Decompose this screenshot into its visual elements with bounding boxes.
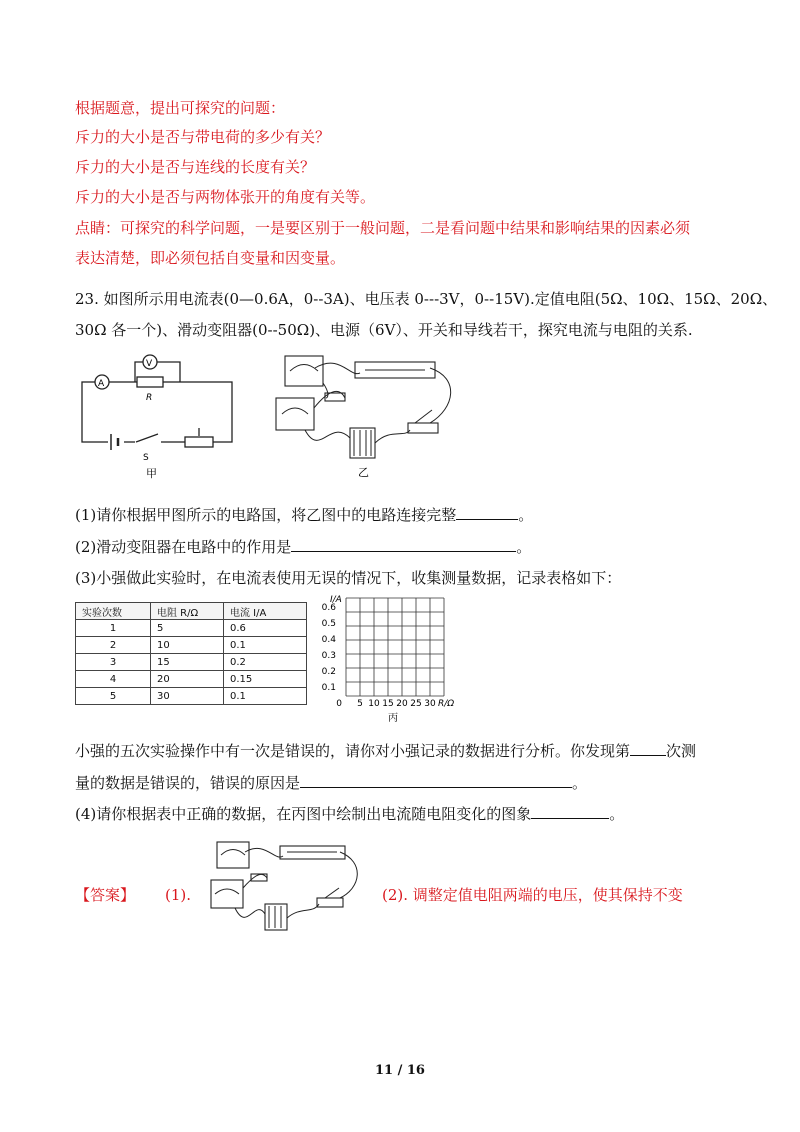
table-cell: 1 bbox=[76, 620, 151, 637]
table-cell: 0.1 bbox=[224, 688, 307, 705]
y-tick: 0.2 bbox=[322, 667, 336, 677]
answer-apparatus-sketch bbox=[205, 838, 365, 938]
table-cell: 30 bbox=[151, 688, 224, 705]
table-cell: 5 bbox=[151, 620, 224, 637]
sub-question-2 bbox=[75, 537, 531, 557]
table-row bbox=[76, 654, 307, 671]
sub-question-4-text: (4)请你根据表中正确的数据，在丙图中绘制出电流随电阻变化的图象 bbox=[75, 805, 532, 823]
table-cell: 0.6 bbox=[224, 620, 307, 637]
y-tick: 0.5 bbox=[322, 619, 336, 629]
sub-question-2-text: (2)滑动变阻器在电路中的作用是 bbox=[75, 538, 292, 556]
answer-part-1: (1). bbox=[165, 886, 192, 904]
origin-tick: 0 bbox=[336, 699, 342, 709]
table-cell: 0.15 bbox=[224, 671, 307, 688]
table-cell: 5 bbox=[76, 688, 151, 705]
figure-yi-caption: 乙 bbox=[358, 466, 369, 479]
table-cell: 3 bbox=[76, 654, 151, 671]
answer-blank-2[interactable] bbox=[291, 537, 516, 552]
data-table bbox=[75, 602, 307, 705]
intro-line-2: 斥力的大小是否与带电荷的多少有关？ bbox=[75, 128, 331, 146]
answer-part-2: (2). 调整定值电阻两端的电压，使其保持不变 bbox=[382, 886, 683, 904]
sub-question-1 bbox=[75, 505, 533, 525]
analysis-line-2-text: 量的数据是错误的，错误的原因是 bbox=[75, 774, 301, 792]
table-row bbox=[76, 620, 307, 637]
switch-label: S bbox=[143, 453, 149, 463]
answer-blank-5[interactable] bbox=[531, 804, 609, 819]
answer-tag: 【答案】 bbox=[75, 886, 136, 904]
y-tick: 0.6 bbox=[322, 603, 336, 613]
table-cell: 2 bbox=[76, 637, 151, 654]
intro-line-6: 表达清楚，即必须包括自变量和因变量。 bbox=[75, 249, 346, 267]
answer-blank-4[interactable] bbox=[300, 773, 572, 788]
sub-question-2-end: 。 bbox=[516, 538, 532, 556]
table-cell: 15 bbox=[151, 654, 224, 671]
voltmeter-label: V bbox=[146, 359, 153, 369]
intro-line-1: 根据题意，提出可探究的问题： bbox=[75, 99, 286, 117]
resistor-label: R bbox=[146, 393, 153, 403]
sub-question-4 bbox=[75, 804, 624, 824]
circuit-diagram bbox=[80, 350, 240, 480]
table-cell: 20 bbox=[151, 671, 224, 688]
q23-line-1: 23. 如图所示用电流表(0—0.6A，0--3A)、电压表 0---3V，0--15V).定值电阻(5Ω、10Ω、15Ω、20Ω、 bbox=[75, 290, 778, 308]
table-header-cell: 电阻 R/Ω bbox=[151, 603, 224, 620]
analysis-line-1-end: 次测 bbox=[666, 742, 697, 760]
table-cell: 0.1 bbox=[224, 637, 307, 654]
table-header-row bbox=[76, 603, 307, 620]
x-tick: 30 bbox=[424, 699, 436, 709]
figure-jia-caption: 甲 bbox=[146, 467, 157, 480]
analysis-line-2 bbox=[75, 773, 587, 793]
table-cell: 10 bbox=[151, 637, 224, 654]
y-tick: 0.1 bbox=[322, 683, 336, 693]
intro-line-5: 点睛：可探究的科学问题，一是要区别于一般问题，二是看问题中结果和影响结果的因素必须 bbox=[75, 219, 691, 237]
y-tick: 0.4 bbox=[322, 635, 336, 645]
table-cell: 4 bbox=[76, 671, 151, 688]
x-tick: 5 bbox=[357, 699, 363, 709]
y-tick: 0.3 bbox=[322, 651, 336, 661]
sub-question-1-text: (1)请你根据甲图所示的电路国，将乙图中的电路连接完整 bbox=[75, 506, 457, 524]
sub-question-1-end: 。 bbox=[518, 506, 534, 524]
answer-blank-1[interactable] bbox=[456, 505, 518, 520]
intro-line-3: 斥力的大小是否与连线的长度有关？ bbox=[75, 158, 316, 176]
table-cell: 0.2 bbox=[224, 654, 307, 671]
table-row bbox=[76, 688, 307, 705]
ammeter-label: A bbox=[98, 379, 105, 389]
x-tick: 10 bbox=[368, 699, 380, 709]
figure-bing-caption: 丙 bbox=[388, 713, 398, 724]
x-tick: 15 bbox=[382, 699, 394, 709]
x-tick: 25 bbox=[410, 699, 422, 709]
table-header-cell: 实验次数 bbox=[76, 603, 151, 620]
apparatus-sketch bbox=[270, 348, 470, 483]
y-axis-label: I/A bbox=[330, 595, 342, 605]
x-tick: 20 bbox=[396, 699, 408, 709]
blank-graph-grid bbox=[322, 590, 462, 725]
analysis-line-2-end: 。 bbox=[572, 774, 588, 792]
x-axis-label: R/Ω bbox=[438, 699, 455, 709]
intro-line-4: 斥力的大小是否与两物体张开的角度有关等。 bbox=[75, 188, 376, 206]
table-header-cell: 电流 I/A bbox=[224, 603, 307, 620]
q23-line-2: 30Ω 各一个)、滑动变阻器(0--50Ω)、电源（6V）、开关和导线若干，探究电流与电阻的关系. bbox=[75, 321, 693, 339]
sub-question-3: (3)小强做此实验时，在电流表使用无误的情况下，收集测量数据，记录表格如下： bbox=[75, 569, 622, 587]
analysis-line-1 bbox=[75, 741, 696, 761]
sub-question-4-end: 。 bbox=[609, 805, 625, 823]
answer-blank-3[interactable] bbox=[630, 741, 666, 756]
analysis-line-1-text: 小强的五次实验操作中有一次是错误的，请你对小强记录的数据进行分析。你发现第 bbox=[75, 742, 631, 760]
table-row bbox=[76, 671, 307, 688]
page-number: 11 / 16 bbox=[375, 1063, 425, 1078]
table-row bbox=[76, 637, 307, 654]
